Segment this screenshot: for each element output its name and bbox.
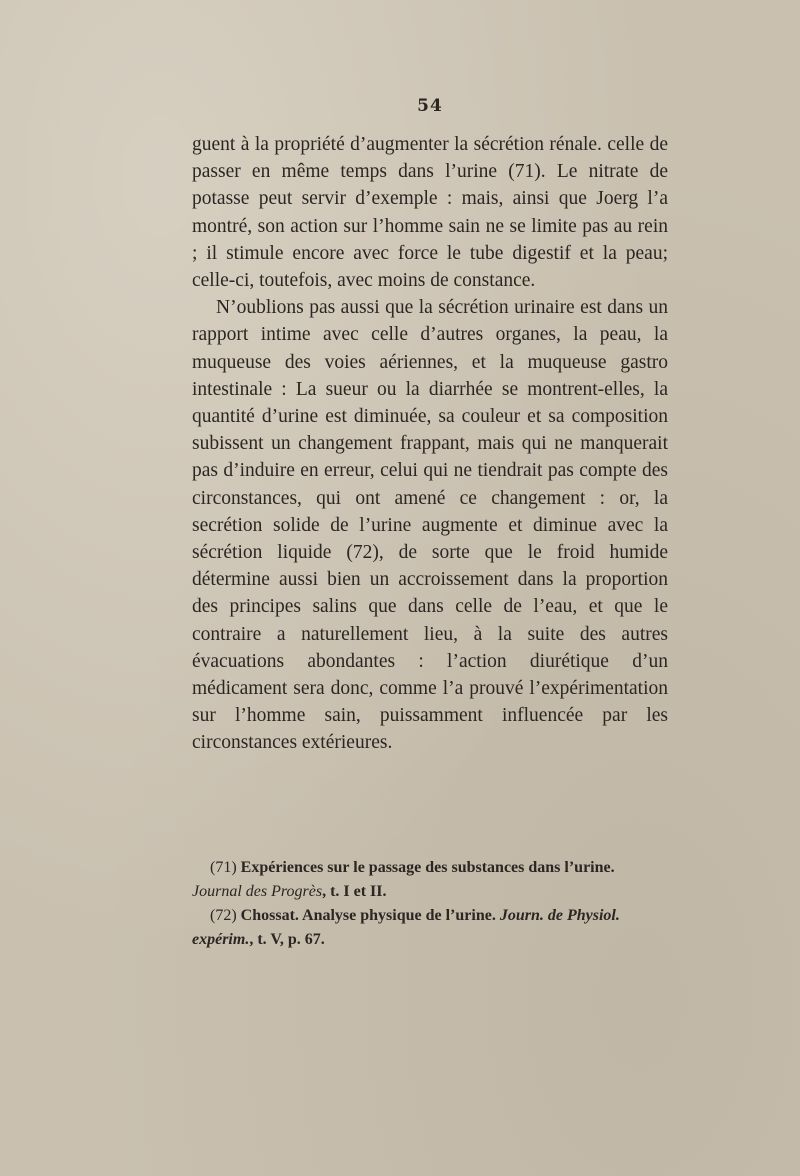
footnote-71 xyxy=(192,856,668,904)
footnote-number: (72) xyxy=(210,907,237,924)
footnote-text: Expériences sur le passage des substances dans l’urine. xyxy=(240,859,615,876)
footnote-ref: , t. I et II. xyxy=(322,883,387,900)
footnote-text: Chossat. Analyse physique de l’urine. xyxy=(240,907,496,924)
main-text xyxy=(192,131,668,757)
paragraph-1: guent à la propriété d’augmenter la sécrétion rénale. celle de passer en même temps dans l’urine (71). Le nitrate de potasse peut servir d’exemple : mais, ainsi que Joerg l’a montré, son action sur l’homme sain ne se limite pas au rein ; il stimule encore avec force le tube digestif et la peau; celle-ci, toutefois, avec moins de constance. xyxy=(192,134,668,292)
paragraph-2: N’oublions pas aussi que la sécrétion urinaire est dans un rapport intime avec celle d’autres organes, la peau, la muqueuse des voies aériennes, et la muqueuse gastro intestinale : La sueur ou la diarrhée se montrent-elles, la quantité d’urine est diminuée, sa couleur et sa composition subissent un changement frappant, mais qui ne manquerait pas d’induire en erreur, celui qui ne tiendrait pas compte des circonstances, qui ont amené ce changement : or, la secrétion solide de l’urine augmente et diminue avec la sécrétion liquide (72), de sorte que le froid humide détermine aussi bien un accroissement dans la proportion des principes salins que dans celle de l’eau, et que le contraire a naturellement lieu, à la suite des autres évacuations abondantes : l’action diurétique d’un médicament sera donc, comme l’a prouvé l’expérimentation sur l’homme sain, puissamment influencée par les circonstances extérieures. xyxy=(192,297,668,754)
footnote-journal: Journ. de Physiol. expérim. xyxy=(192,907,620,948)
footnote-number: (71) xyxy=(210,859,237,876)
footnote-journal: Journal des Progrès xyxy=(192,883,323,900)
footnote-ref: , t. V, p. 67. xyxy=(249,931,325,948)
footnotes xyxy=(192,856,668,952)
page-number: 54 xyxy=(417,96,443,116)
footnote-72 xyxy=(192,904,668,952)
